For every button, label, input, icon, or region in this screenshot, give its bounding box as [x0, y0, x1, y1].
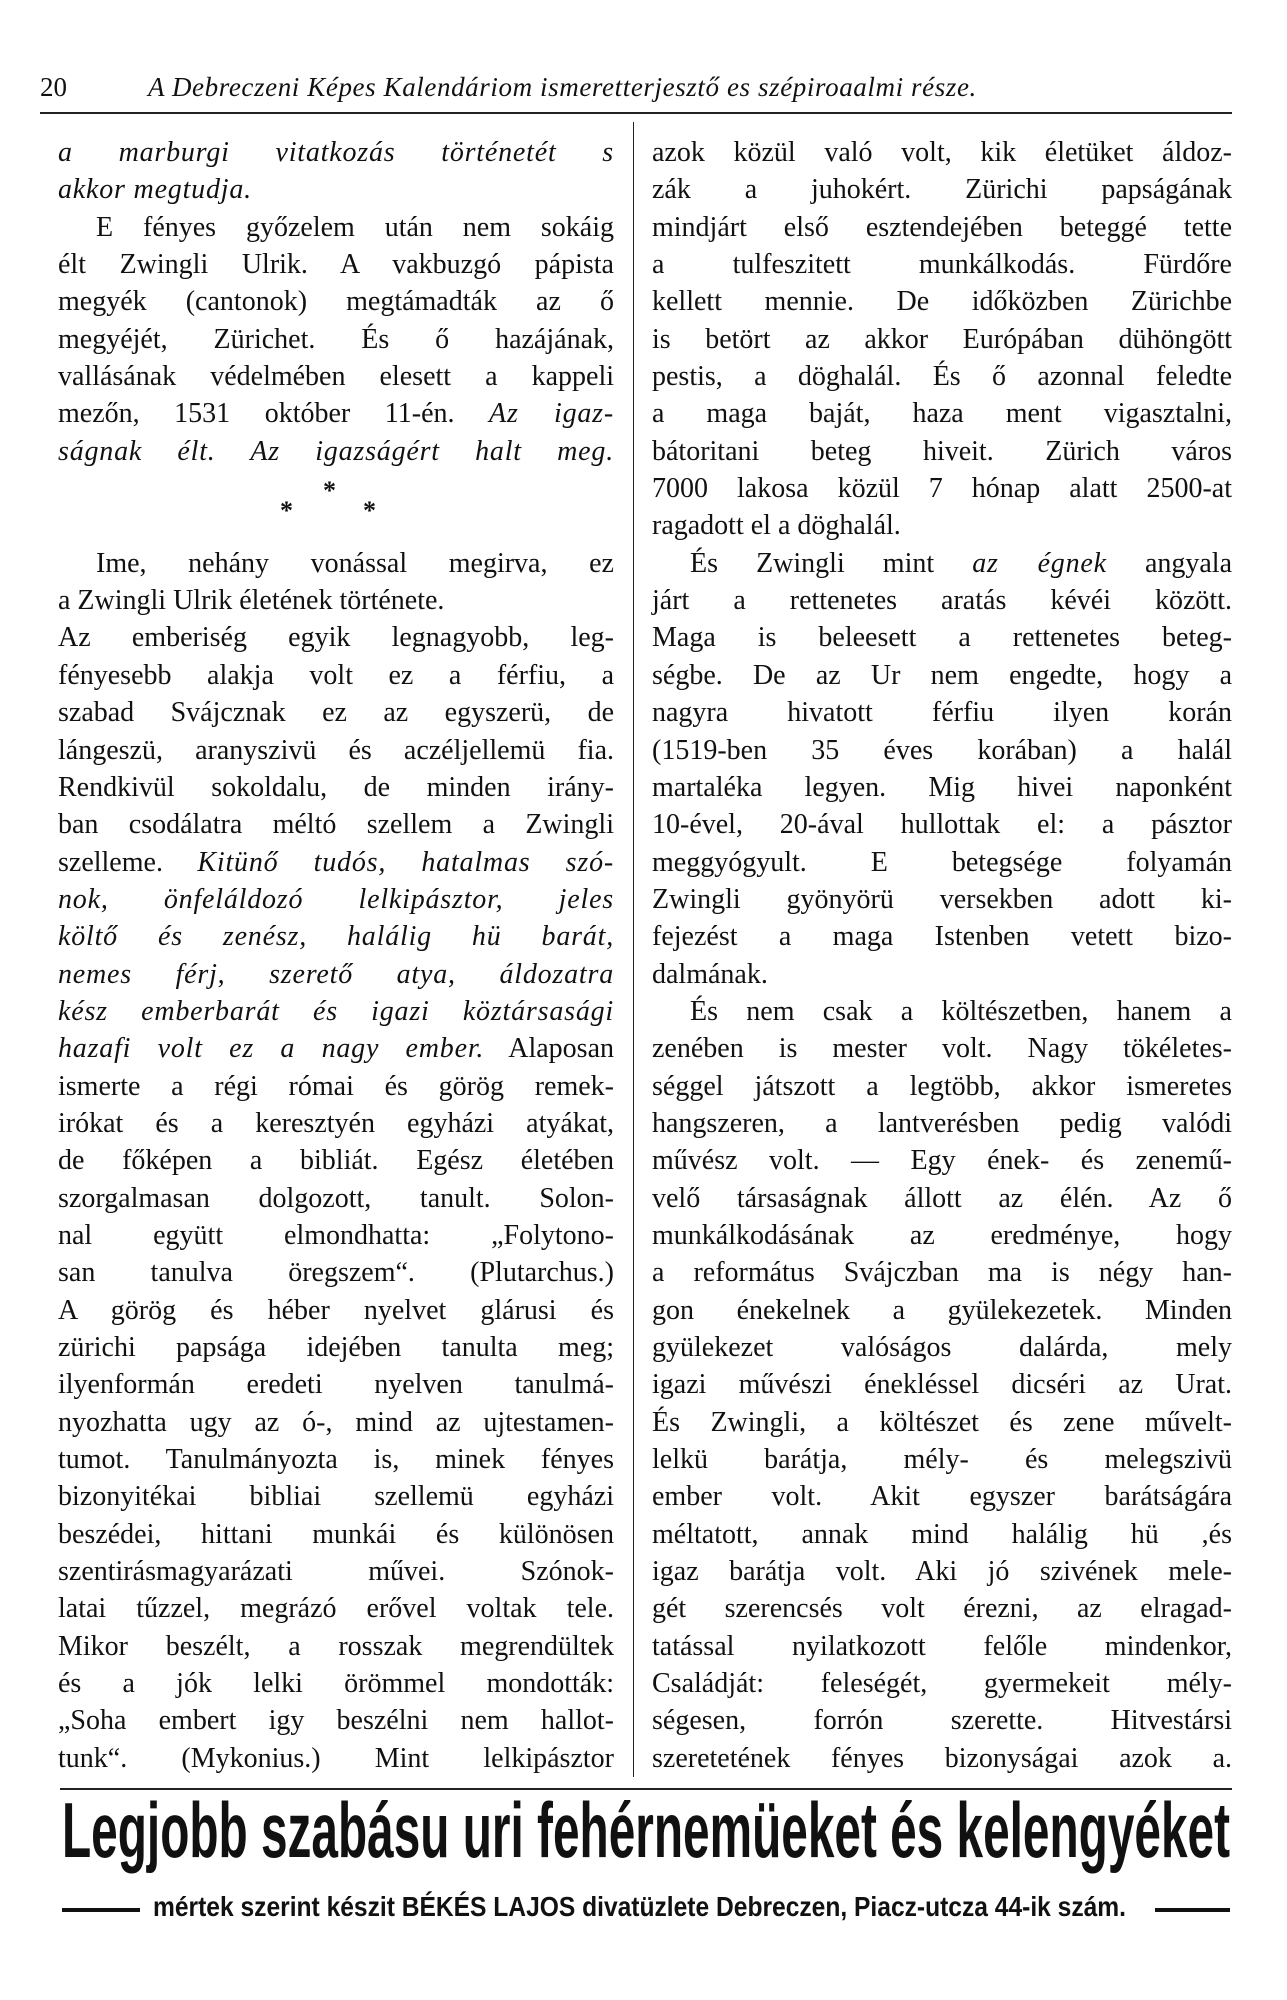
text-line: [652, 134, 1232, 171]
text: ismerte a régi római és görög remek-: [58, 1070, 614, 1102]
text: de főképen a bibliát. Egész életében: [58, 1145, 614, 1177]
text: dalmának.: [652, 958, 768, 990]
text-line: [652, 1105, 1232, 1142]
right-column: [652, 134, 1232, 1777]
text-line: [652, 209, 1232, 246]
text-line: [652, 769, 1232, 806]
text: nagyra hivatott férfiu ilyen korán: [652, 697, 1232, 729]
italic-text: költő és zenész, halálig hü barát,: [58, 921, 614, 953]
text-line: [652, 283, 1232, 320]
right-column-text: [652, 134, 1232, 1777]
text: (1519-ben 35 éves korában) a halál: [652, 734, 1232, 766]
text-line: [58, 657, 614, 694]
text-line: [58, 1404, 614, 1441]
text-line: [652, 582, 1232, 619]
text: és a jók lelki örömmel mondották:: [58, 1668, 614, 1700]
left-column-text-before-stars: [58, 134, 614, 470]
text: Rendkivül sokoldalu, de minden irány-: [58, 771, 614, 803]
text-line: [652, 694, 1232, 731]
text-line: [652, 1478, 1232, 1515]
text: ségesen, forrón szerette. Hitvestársi: [652, 1705, 1232, 1737]
text: bizonyitékai bibliai szellemü egyházi: [58, 1481, 614, 1513]
text-line: [652, 470, 1232, 507]
text-line: [652, 1665, 1232, 1702]
text-line: [58, 395, 614, 432]
advertisement: [0, 1780, 1287, 1940]
text: megyéjét, Zürichet. És ő hazájának,: [58, 323, 614, 355]
text: ilyenformán eredeti nyelven tanulmá-: [58, 1369, 614, 1401]
text: És Zwingli, a költészet és zene művelt-: [652, 1406, 1232, 1438]
italic-text: az égnek: [972, 547, 1107, 579]
text: gét szerencsés volt érezni, az elragad-: [652, 1593, 1232, 1625]
text: azok közül való volt, kik életüket áldoz-: [652, 137, 1232, 168]
text-line: [58, 582, 614, 619]
text: a Zwingli Ulrik életének története.: [58, 585, 445, 617]
italic-text: ságnak élt. Az igazságért halt meg.: [58, 435, 614, 467]
text: vallásának védelmében elesett a kappeli: [58, 361, 614, 393]
text-line: [58, 1441, 614, 1478]
text: hangszeren, a lantverésben pedig valódi: [652, 1107, 1232, 1139]
text-line: [58, 993, 614, 1030]
text: Az emberiség egyik legnagyobb, leg-: [58, 622, 614, 654]
text-line: [652, 395, 1232, 432]
text: Családját: feleségét, gyermekeit mély-: [652, 1668, 1232, 1700]
text-line: [652, 1254, 1232, 1291]
text: ragadott el a döghalál.: [652, 510, 901, 542]
text-line: [58, 1628, 614, 1665]
italic-text: nemes férj, szerető atya, áldozatra: [58, 958, 614, 990]
text: élt Zwingli Ulrik. A vakbuzgó pápista: [58, 249, 614, 281]
text-line: [652, 358, 1232, 395]
text-line: [652, 619, 1232, 656]
text-line: [58, 1478, 614, 1515]
left-column-text-after-stars: [58, 545, 614, 1777]
text-line: [58, 844, 614, 881]
text-line: [58, 619, 614, 656]
text: járt a rettenetes aratás kévéi között.: [652, 585, 1232, 617]
text: gyülekezet valóságos dalárda, mely: [652, 1332, 1232, 1363]
text: nal együtt elmondhatta: „Folytono-: [58, 1219, 614, 1251]
text: Ime, nehány vonással megirva, ez: [96, 547, 614, 579]
text-line: [58, 1217, 614, 1254]
text: tatással nyilatkozott felőle mindenkor,: [652, 1630, 1232, 1662]
text: munkálkodásának az eredménye, hogy: [652, 1219, 1232, 1251]
text: irókat és a keresztyén egyházi atyákat,: [58, 1107, 614, 1139]
text-line: [58, 881, 614, 918]
text-line: [58, 806, 614, 843]
section-break-asterisks: [58, 470, 614, 545]
italic-text: Kitünő tudós, hatalmas szó-: [197, 846, 614, 878]
dash-right: [1155, 1908, 1230, 1912]
text: gon énekelnek a gyülekezetek. Minden: [652, 1294, 1232, 1326]
text-line: [58, 1180, 614, 1217]
text-line: [652, 433, 1232, 470]
text: tunk“. (Mykonius.) Mint lelkipásztor: [58, 1742, 614, 1774]
text-line: [652, 657, 1232, 694]
text-line: [652, 545, 1232, 582]
text-line: [58, 321, 614, 358]
text: Alaposan: [484, 1033, 614, 1065]
text-line: [58, 956, 614, 993]
text: 10-ével, 20-ával hullottak el: a pásztor: [652, 809, 1232, 841]
text-line: [652, 1217, 1232, 1254]
text-line: [652, 1516, 1232, 1553]
text: szentirásmagyarázati művei. Szónok-: [58, 1556, 614, 1588]
text: tumot. Tanulmányozta is, minek fényes: [58, 1444, 614, 1476]
text-line: [58, 246, 614, 283]
text-line: [58, 1254, 614, 1291]
italic-text: a marburgi vitatkozás történetét s: [58, 137, 614, 168]
text-line: [652, 1702, 1232, 1739]
italic-text: Az igaz-: [489, 398, 614, 430]
text-line: [652, 171, 1232, 208]
text: művész volt. — Egy ének- és zenemű-: [652, 1145, 1232, 1177]
text: Mikor beszélt, a rosszak megrendültek: [58, 1630, 614, 1662]
text-line: [58, 433, 614, 470]
text: kellett mennie. De időközben Zürichbe: [652, 286, 1232, 318]
text-line: [652, 732, 1232, 769]
text: a maga baját, haza ment vigasztalni,: [652, 398, 1232, 430]
text: ban csodálatra méltó szellem a Zwingli: [58, 809, 614, 841]
text: fejezést a maga Istenben vetett bizo-: [652, 921, 1232, 953]
text: szeretetének fényes bizonyságai azok a.: [652, 1742, 1232, 1774]
asterisk: *: [280, 496, 293, 526]
text: zák a juhokért. Zürichi papságának: [652, 174, 1232, 206]
text-line: [58, 134, 614, 171]
text: szorgalmasan dolgozott, tanult. Solon-: [58, 1182, 614, 1214]
running-title: A Debreczeni Képes Kalendáriom ismeretterjesztő es szépiroaalmi része.: [148, 72, 977, 102]
text-line: [652, 1292, 1232, 1329]
text-line: [58, 545, 614, 582]
text: ségbe. De az Ur nem engedte, hogy a: [652, 659, 1232, 691]
text: san tanulva öregszem“. (Plutarchus.): [58, 1257, 614, 1289]
text: ember volt. Akit egyszer barátságára: [652, 1481, 1232, 1513]
text: martaléka legyen. Mig hivei naponként: [652, 771, 1232, 803]
text: is betört az akkor Európában dühöngött: [652, 323, 1232, 355]
text-line: [652, 956, 1232, 993]
dash-left: [62, 1908, 140, 1912]
text-line: [58, 694, 614, 731]
text: És nem csak a költészetben, hanem a: [690, 995, 1232, 1027]
text-line: [652, 1068, 1232, 1105]
text: lelkü barátja, mély- és melegszivü: [652, 1444, 1232, 1476]
text: zürichi papsága idejében tanulta meg;: [58, 1332, 614, 1363]
column-divider: [633, 122, 634, 1777]
text: beszédei, hittani munkái és különösen: [58, 1518, 614, 1550]
text: E fényes győzelem után nem sokáig: [96, 211, 614, 243]
left-column: [58, 134, 614, 1777]
text: zenében is mester volt. Nagy tökéletes-: [652, 1033, 1232, 1065]
header-rule: [40, 112, 1232, 114]
text-line: [58, 1030, 614, 1067]
asterisk: *: [363, 496, 376, 526]
text-line: [58, 358, 614, 395]
text: mezőn, 1531 október 11-én.: [58, 398, 490, 430]
text-line: [652, 321, 1232, 358]
text-line: [652, 246, 1232, 283]
text-line: [652, 1441, 1232, 1478]
text: a református Svájczban ma is négy han-: [652, 1257, 1232, 1289]
advertisement-subline: mértek szerint készit BÉKÉS LAJOS divatüzlete Debreczen, Piacz-utcza 44-ik szám.: [153, 1891, 1126, 1922]
text-line: [58, 171, 614, 208]
text-line: [58, 1329, 614, 1366]
text: fényesebb alakja volt ez a férfiu, a: [58, 659, 614, 691]
text: a tulfeszitett munkálkodás. Fürdőre: [652, 249, 1232, 281]
text: A görög és héber nyelvet glárusi és: [58, 1294, 614, 1326]
text-line: [58, 1142, 614, 1179]
text-line: [58, 209, 614, 246]
text: nyozhatta ugy az ó-, mind az ujtestamen-: [58, 1406, 614, 1438]
advertisement-headline: Legjobb szabásu uri fehérnemüeket és kelengyéket: [62, 1786, 1231, 1874]
text: igazi művészi énekléssel dicséri az Urat.: [652, 1369, 1232, 1401]
text: szabad Svájcznak ez az egyszerü, de: [58, 697, 614, 729]
text-line: [58, 1665, 614, 1702]
text-line: [652, 918, 1232, 955]
text-line: [652, 1366, 1232, 1403]
text-line: [652, 881, 1232, 918]
text-line: [58, 1702, 614, 1739]
text-line: [652, 1553, 1232, 1590]
text: szelleme.: [58, 846, 198, 878]
italic-text: kész emberbarát és igazi köztársasági: [58, 995, 614, 1027]
italic-text: akkor megtudja.: [58, 174, 252, 206]
text-line: [652, 1180, 1232, 1217]
text-line: [58, 732, 614, 769]
text: méltatott, annak mind halálig hü ,és: [652, 1518, 1232, 1550]
italic-text: nok, önfeláldozó lelkipásztor, jeles: [58, 883, 614, 915]
text-line: [58, 1105, 614, 1142]
text-line: [652, 993, 1232, 1030]
text-line: [652, 1590, 1232, 1627]
text-line: [58, 283, 614, 320]
text: És Zwingli mint: [690, 547, 973, 579]
text-line: [652, 1142, 1232, 1179]
page-number: 20: [40, 72, 67, 102]
text-line: [652, 844, 1232, 881]
text-line: [652, 806, 1232, 843]
text-line: [58, 918, 614, 955]
text-line: [58, 1516, 614, 1553]
text: velő társaságnak állott az élén. Az ő: [652, 1182, 1232, 1214]
text: séggel játszott a legtöbb, akkor ismeretes: [652, 1070, 1232, 1102]
text-line: [652, 1329, 1232, 1366]
text: Zwingli gyönyörü versekben adott ki-: [652, 883, 1232, 915]
text-line: [652, 1404, 1232, 1441]
text-line: [652, 1740, 1232, 1777]
text-line: [58, 1740, 614, 1777]
text: meggyógyult. E betegsége folyamán: [652, 846, 1232, 878]
text: latai tűzzel, megrázó erővel voltak tele.: [58, 1593, 614, 1625]
text: pestis, a döghalál. És ő azonnal feledte: [652, 361, 1232, 393]
text: mindjárt első esztendejében beteggé tette: [652, 211, 1232, 243]
text-line: [652, 1030, 1232, 1067]
text-line: [58, 1366, 614, 1403]
text: megyék (cantonok) megtámadták az ő: [58, 286, 614, 318]
text: bátoritani beteg hiveit. Zürich város: [652, 435, 1232, 467]
text-line: [58, 1292, 614, 1329]
text-line: [652, 1628, 1232, 1665]
text: angyala: [1106, 547, 1233, 579]
italic-text: hazafi volt ez a nagy ember.: [58, 1033, 485, 1065]
text: 7000 lakosa közül 7 hónap alatt 2500-at: [652, 473, 1232, 505]
text: „Soha embert igy beszélni nem hallot-: [58, 1705, 614, 1737]
text: lángeszü, aranyszivü és aczéljellemü fia.: [58, 734, 614, 766]
text: igaz barátja volt. Aki jó szivének mele-: [652, 1556, 1232, 1588]
asterisk: *: [323, 476, 336, 506]
text-line: [58, 1590, 614, 1627]
text-line: [58, 1068, 614, 1105]
text-line: [652, 507, 1232, 544]
text: Maga is beleesett a rettenetes beteg-: [652, 622, 1232, 654]
text-line: [58, 1553, 614, 1590]
text-line: [58, 769, 614, 806]
